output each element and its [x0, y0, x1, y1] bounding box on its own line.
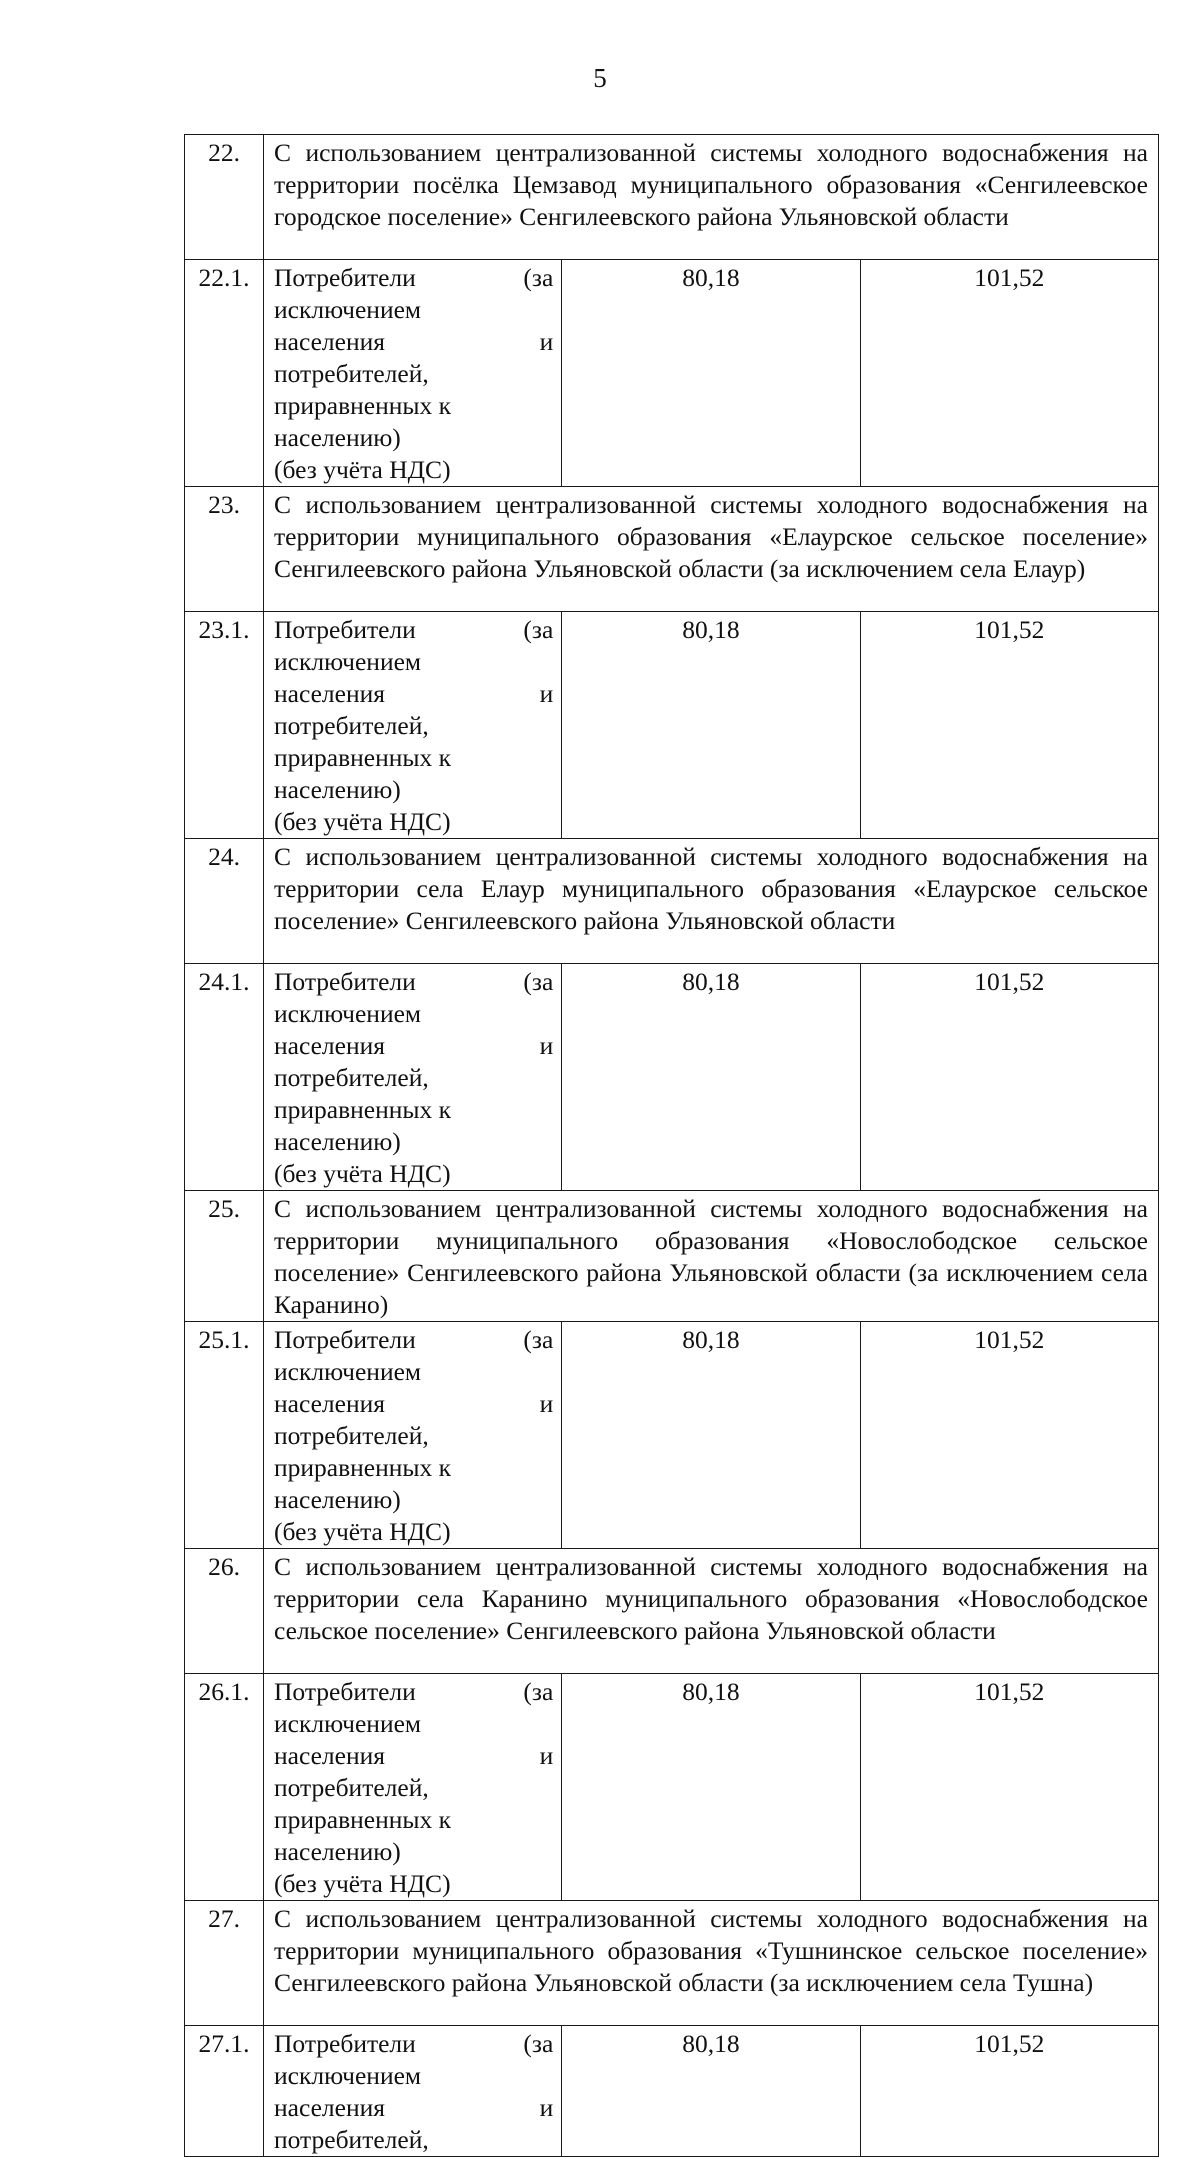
consumer-line: населения и потребителей,: [274, 1031, 554, 1092]
tariff-value-1: 80,18: [562, 260, 860, 487]
table-row: [185, 1322, 1159, 1549]
tariff-value-2: 101,52: [860, 1674, 1158, 1901]
tariff-value-1: 80,18: [562, 1322, 860, 1549]
consumer-line: приравненных к населению): [274, 743, 452, 804]
table-row: [185, 2026, 1159, 2157]
consumer-category: [264, 260, 562, 487]
row-number: 26.: [185, 1549, 264, 1674]
section-description: С использованием централизованной системы холодного водоснабжения на территории села Елаур муниципального образования «Елаурское сельское поселение» Сенгилеевского района Ульяновской области: [264, 839, 1159, 964]
consumer-line: (без учёта НДС): [274, 455, 451, 484]
tariff-table: [184, 134, 1159, 2157]
consumer-category: [264, 964, 562, 1191]
tariff-value-1: 80,18: [562, 1674, 860, 1901]
table-row: [185, 839, 1159, 964]
section-description: С использованием централизованной системы холодного водоснабжения на территории посёлка Цемзавод муниципального образования «Сенгилеевское городское поселение» Сенгилеевского района Ульяновской области: [264, 135, 1159, 260]
consumer-line: приравненных к населению): [274, 1805, 452, 1866]
table-row: [185, 964, 1159, 1191]
table-row: [185, 1549, 1159, 1674]
consumer-line: населения и потребителей,: [274, 1741, 554, 1802]
consumer-line: Потребители (за исключением: [274, 1677, 554, 1738]
section-description: С использованием централизованной системы холодного водоснабжения на территории муниципального образования «Новослободское сельское поселение» Сенгилеевского района Ульяновской области (за исключением села Каранино): [264, 1191, 1159, 1322]
tariff-value-2: 101,52: [860, 1322, 1158, 1549]
consumer-line: населения и потребителей,: [274, 327, 554, 388]
consumer-line: Потребители (за исключением: [274, 2029, 554, 2090]
table-row: [185, 135, 1159, 260]
row-number: 24.1.: [185, 964, 264, 1191]
consumer-line: населения и потребителей,: [274, 2093, 554, 2154]
consumer-line: Потребители (за исключением: [274, 615, 554, 676]
table-row: [185, 1674, 1159, 1901]
row-number: 22.: [185, 135, 264, 260]
consumer-line: приравненных к населению): [274, 1453, 452, 1514]
tariff-value-2: 101,52: [860, 612, 1158, 839]
tariff-value-2: 101,52: [860, 2026, 1158, 2157]
consumer-line: Потребители (за исключением: [274, 1325, 554, 1386]
consumer-line: Потребители (за исключением: [274, 263, 554, 324]
consumer-line: населения и потребителей,: [274, 1389, 554, 1450]
consumer-line: (без учёта НДС): [274, 1159, 451, 1188]
consumer-line: Потребители (за исключением: [274, 967, 554, 1028]
table-row: [185, 260, 1159, 487]
consumer-line: (без учёта НДС): [274, 807, 451, 836]
table-row: [185, 1901, 1159, 2026]
tariff-value-1: 80,18: [562, 612, 860, 839]
tariff-value-1: 80,18: [562, 964, 860, 1191]
row-number: 27.1.: [185, 2026, 264, 2157]
consumer-category: [264, 1322, 562, 1549]
consumer-category: [264, 612, 562, 839]
page-number: 5: [593, 63, 607, 93]
consumer-line: приравненных к населению): [274, 391, 452, 452]
table-row: [185, 1191, 1159, 1322]
section-description: С использованием централизованной системы холодного водоснабжения на территории муниципального образования «Елаурское сельское поселение» Сенгилеевского района Ульяновской области (за исключением села Елаур): [264, 487, 1159, 612]
row-number: 25.: [185, 1191, 264, 1322]
section-description: С использованием централизованной системы холодного водоснабжения на территории муниципального образования «Тушнинское сельское поселение» Сенгилеевского района Ульяновской области (за исключением села Тушна): [264, 1901, 1159, 2026]
consumer-category: [264, 2026, 562, 2157]
table-row: [185, 487, 1159, 612]
row-number: 24.: [185, 839, 264, 964]
tariff-value-2: 101,52: [860, 260, 1158, 487]
row-number: 27.: [185, 1901, 264, 2026]
row-number: 23.: [185, 487, 264, 612]
section-description: С использованием централизованной системы холодного водоснабжения на территории села Каранино муниципального образования «Новослободское сельское поселение» Сенгилеевского района Ульяновской области: [264, 1549, 1159, 1674]
row-number: 26.1.: [185, 1674, 264, 1901]
consumer-line: населения и потребителей,: [274, 679, 554, 740]
row-number: 25.1.: [185, 1322, 264, 1549]
consumer-line: приравненных к населению): [274, 1095, 452, 1156]
row-number: 23.1.: [185, 612, 264, 839]
consumer-line: (без учёта НДС): [274, 1517, 451, 1546]
tariff-value-1: 80,18: [562, 2026, 860, 2157]
tariff-value-2: 101,52: [860, 964, 1158, 1191]
consumer-line: (без учёта НДС): [274, 1869, 451, 1898]
table-row: [185, 612, 1159, 839]
row-number: 22.1.: [185, 260, 264, 487]
consumer-category: [264, 1674, 562, 1901]
